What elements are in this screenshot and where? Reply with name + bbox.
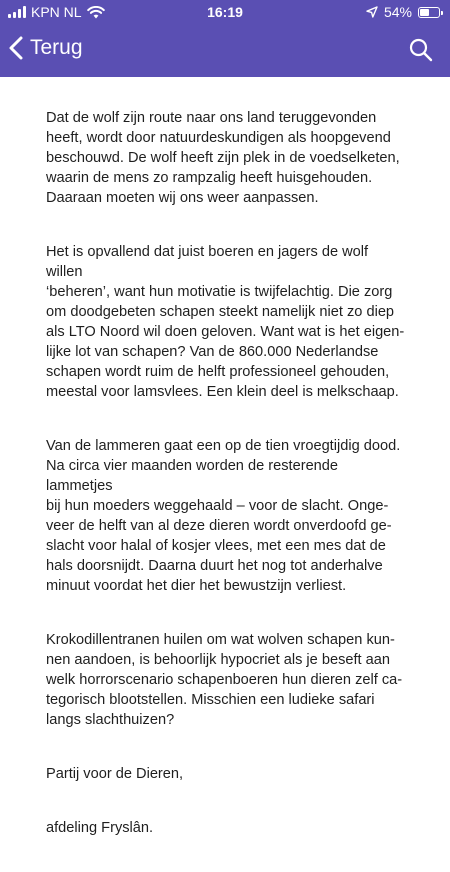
article-paragraph: Krokodillentranen huilen om wat wolven schapen kun- nen aandoen, is behoorlijk hypocriet als je beseft aan welk horrorscenario schapenboeren hun dieren zelf ca- tegorisch blootstellen. Misschien een ludieke safari langs slachthuizen? xyxy=(46,632,403,728)
signoff-party: Partij voor de Dieren, xyxy=(46,766,184,782)
article-paragraph: Het is opvallend dat juist boeren en jagers de wolf willen ‘beheren’, want hun motivatie is twijfelachtig. Die zorg om doodgebeten schapen steekt namelijk niet zo diep als LTO Noord wil doen geloven. Want wat is het eigen- lijke lot van schapen? Van de 860.000 Nederlandse schapen wordt ruim de helft professioneel gehouden, meestal voor lamsvlees. Een klein deel is melkschaap. xyxy=(46,244,405,400)
article-paragraph: Van de lammeren gaat een op de tien vroegtijdig dood. Na circa vier maanden worden de resterende lammetjes bij hun moeders weggehaald – voor de slacht. Onge- veer de helft van al deze dieren wordt onverdoofd ge- slacht voor halal of kosjer vlees, met een mes dat de hals doorsnijdt. Daarna duurt het nog tot anderhalve minuut voordat het dier het bewustzijn verliest. xyxy=(46,438,401,594)
status-bar xyxy=(0,0,450,24)
battery-icon xyxy=(418,7,440,18)
back-label: Terug xyxy=(30,36,83,59)
carrier-label: KPN NL xyxy=(31,4,82,20)
article-body xyxy=(46,108,406,872)
nav-bar xyxy=(0,28,450,73)
signoff-department: afdeling Fryslân. xyxy=(46,820,154,836)
search-button[interactable] xyxy=(408,37,434,63)
status-time: 16:19 xyxy=(207,4,243,20)
app-header xyxy=(0,0,450,77)
battery-percent: 54% xyxy=(383,4,412,20)
battery-fill xyxy=(420,9,429,16)
chevron-left-icon xyxy=(8,35,24,61)
status-right xyxy=(366,4,440,20)
back-button[interactable] xyxy=(8,35,83,61)
article-paragraph: Dat de wolf zijn route naar ons land teruggevonden heeft, wordt door natuurdeskundigen als hoopgevend beschouwd. De wolf heeft zijn plek in de voedselketen, waarin de mens zo rampzalig heeft huisgehouden. Daaraan moeten wij ons weer aanpassen. xyxy=(46,110,400,206)
location-arrow-icon xyxy=(366,6,378,18)
search-icon xyxy=(408,37,434,63)
